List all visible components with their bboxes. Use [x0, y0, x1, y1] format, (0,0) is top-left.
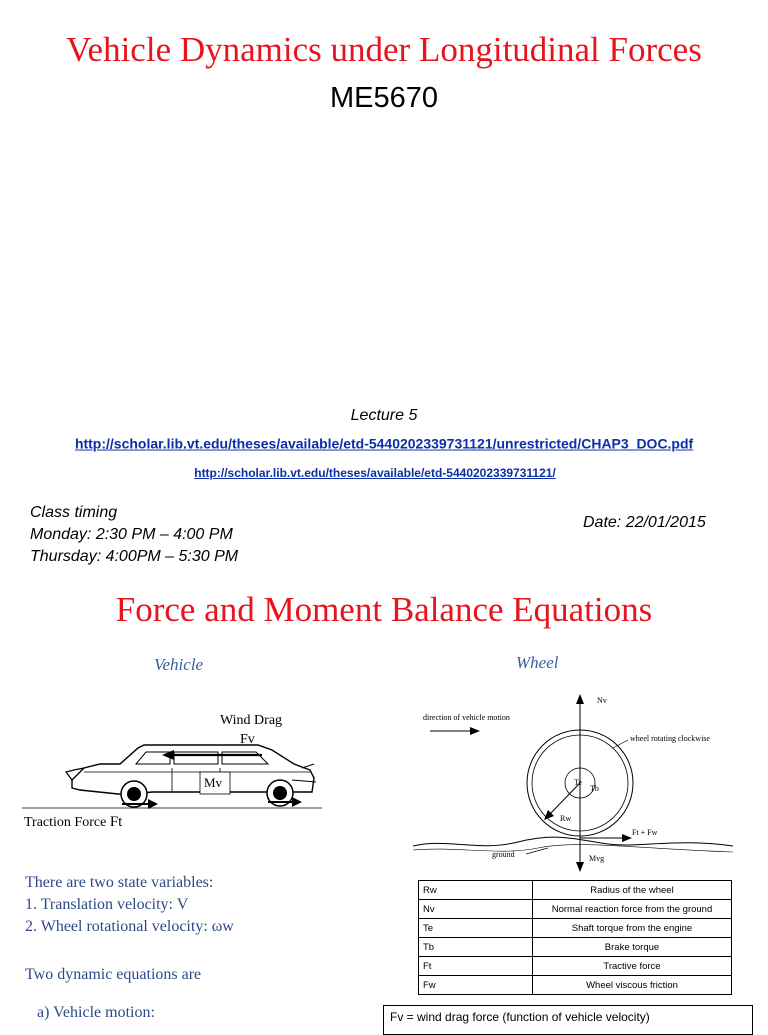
slide2-title: Force and Moment Balance Equations [115, 590, 653, 629]
slide1-title: Vehicle Dynamics under Longitudinal Forces [66, 30, 702, 69]
class-timing-thursday: Thursday: 4:00PM – 5:30 PM [30, 548, 239, 565]
fv-label: Fv [240, 732, 255, 747]
vehicle-label: Vehicle [154, 655, 204, 674]
lecture-label: Lecture 5 [350, 407, 418, 424]
table-description: Brake torque [533, 938, 732, 957]
wind-drag-note-box [383, 1005, 753, 1035]
rotating-label: wheel rotating clockwise [630, 734, 710, 743]
state-item-1: 1. Translation velocity: V [25, 896, 189, 913]
mass-label: Mv [204, 775, 223, 790]
table-symbol: Tb [419, 938, 533, 957]
state-intro: There are two state variables: [25, 874, 214, 891]
course-code: ME5670 [329, 82, 438, 114]
symbol-table [418, 880, 732, 995]
table-symbol: Rw [419, 881, 533, 900]
rw-label: Rw [560, 814, 572, 823]
table-row [419, 900, 732, 919]
table-symbol: Nv [419, 900, 533, 919]
ft-label: Ft [109, 814, 123, 830]
table-symbol: Ft [419, 957, 533, 976]
vehicle-motion-heading: a) Vehicle motion: [37, 1004, 155, 1021]
class-timing-block [30, 502, 238, 568]
reference-link-pdf[interactable]: http://scholar.lib.vt.edu/theses/available/etd-5440202339731121/unrestricted/CHAP3_DOC.pdf [74, 437, 694, 453]
nv-label: Nv [597, 696, 607, 705]
ft-fw-label: Ft + Fw [632, 828, 658, 837]
table-description: Tractive force [533, 957, 732, 976]
table-symbol: Fw [419, 976, 533, 995]
table-row [419, 938, 732, 957]
class-timing-label: Class timing [30, 504, 118, 521]
tb-label: Tb [590, 784, 599, 793]
ground-label: ground [492, 850, 515, 859]
direction-label: direction of vehicle motion [423, 713, 510, 722]
wind-drag-label: Wind Drag [220, 713, 283, 728]
table-row [419, 919, 732, 938]
table-row [419, 957, 732, 976]
wheel-figure [408, 688, 738, 880]
lecture-date: Date: 22/01/2015 [583, 514, 706, 531]
class-timing-monday: Monday: 2:30 PM – 4:00 PM [30, 526, 233, 543]
table-description: Shaft torque from the engine [533, 919, 732, 938]
te-label: Te [574, 778, 582, 787]
table-description: Radius of the wheel [533, 881, 732, 900]
state-variables-block [25, 872, 234, 938]
vehicle-figure [22, 708, 322, 838]
traction-force-label [24, 814, 122, 831]
table-description: Wheel viscous friction [533, 976, 732, 995]
mvg-label: Mvg [589, 854, 605, 863]
table-symbol: Te [419, 919, 533, 938]
wind-drag-note: Fv = wind drag force (function of vehicle velocity) [390, 1010, 650, 1024]
reference-link-directory[interactable]: http://scholar.lib.vt.edu/theses/available/etd-5440202339731121/ [194, 466, 556, 480]
state-item-2: 2. Wheel rotational velocity: ωw [25, 918, 234, 935]
table-row [419, 976, 732, 995]
traction-force-text: Traction Force [24, 815, 107, 830]
dynamic-equations-intro: Two dynamic equations are [25, 966, 202, 983]
table-description: Normal reaction force from the ground [533, 900, 732, 919]
table-row [419, 881, 732, 900]
wheel-label: Wheel [516, 653, 559, 672]
